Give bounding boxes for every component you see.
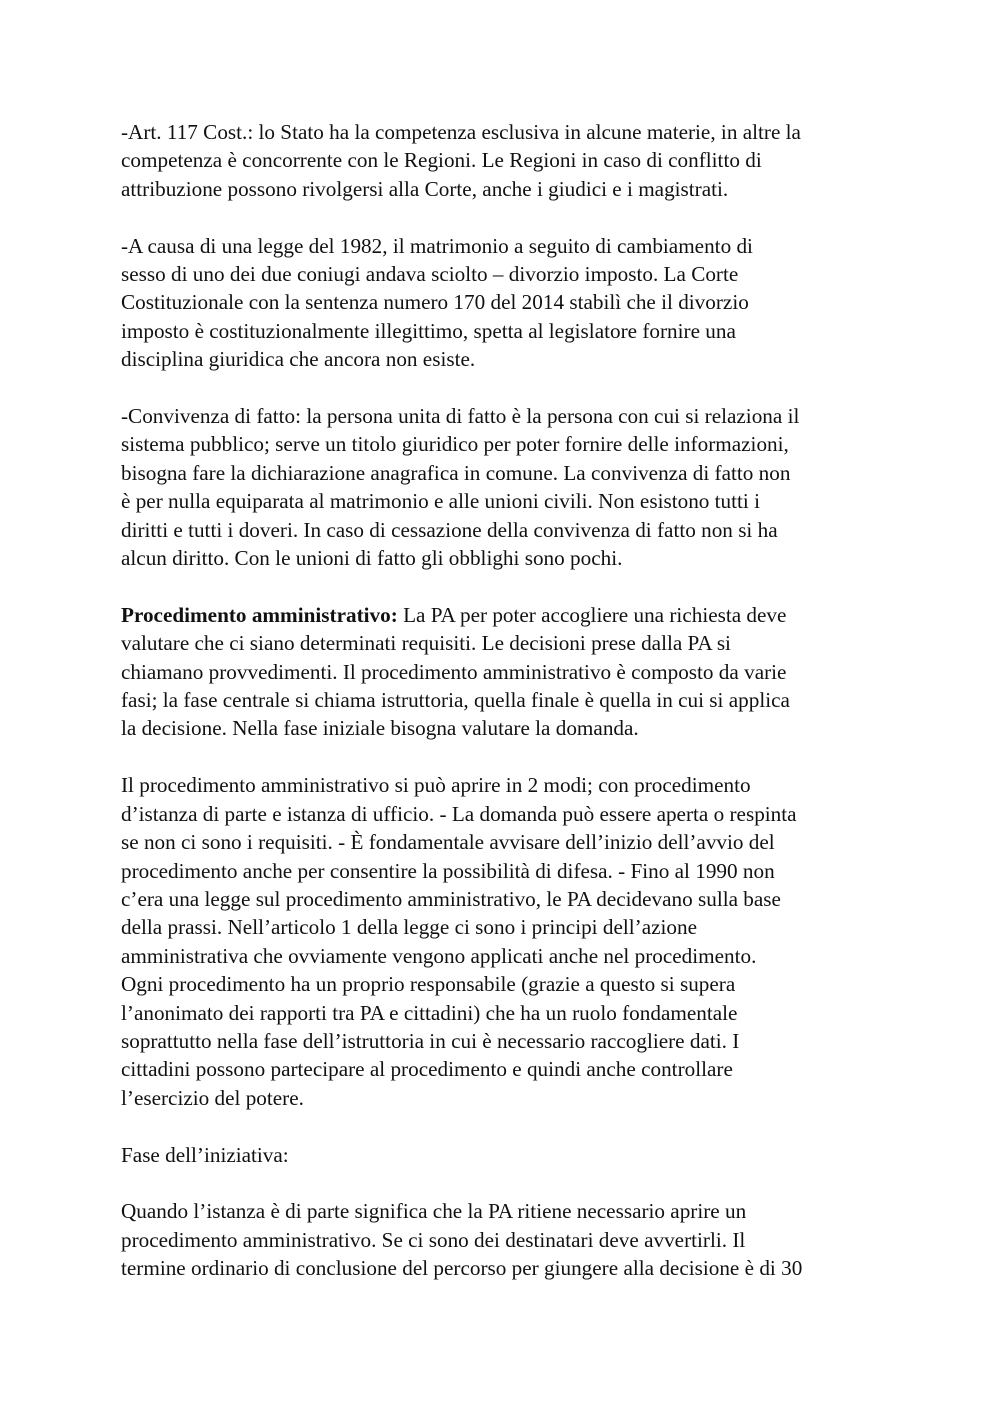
text-line: disciplina giuridica che ancora non esiste. xyxy=(121,347,476,372)
text-line: l’anonimato dei rapporti tra PA e cittadini) che ha un ruolo fondamentale xyxy=(121,1000,738,1025)
text-line: soprattutto nella fase dell’istruttoria in cui è necessario raccogliere dati. I xyxy=(121,1028,740,1053)
heading-continuation-text: La PA per poter accogliere una richiesta deve xyxy=(397,602,787,627)
text-line: della prassi. Nell’articolo 1 della legge ci sono i principi dell’azione xyxy=(121,915,697,940)
text-line: imposto è costituzionalmente illegittimo, spetta al legislatore fornire una xyxy=(121,318,736,343)
text-line: Fase dell’iniziativa: xyxy=(121,1142,289,1167)
text-line: diritti e tutti i doveri. In caso di cessazione della convivenza di fatto non si ha xyxy=(121,517,778,542)
text-line: chiamano provvedimenti. Il procedimento amministrativo è composto da varie xyxy=(121,659,787,684)
paragraph-convivenza-di-fatto xyxy=(121,402,891,572)
text-line: amministrativa che ovviamente vengono applicati anche nel procedimento. xyxy=(121,943,757,968)
text-line: c’era una legge sul procedimento amministrativo, le PA decidevano sulla base xyxy=(121,886,781,911)
paragraph-apertura-procedimento xyxy=(121,771,891,1112)
text-line: -Convivenza di fatto: la persona unita di fatto è la persona con cui si relaziona il xyxy=(121,404,800,429)
text-line: -Art. 117 Cost.: lo Stato ha la competenza esclusiva in alcune materie, in altre la xyxy=(121,120,801,144)
text-line: sistema pubblico; serve un titolo giuridico per poter fornire delle informazioni, xyxy=(121,432,789,457)
text-line: l’esercizio del potere. xyxy=(121,1085,304,1110)
text-line: fasi; la fase centrale si chiama istruttoria, quella finale è quella in cui si applica xyxy=(121,688,790,713)
text-line: termine ordinario di conclusione del percorso per giungere alla decisione è di 30 xyxy=(121,1256,803,1281)
text-line: la decisione. Nella fase iniziale bisogna valutare la domanda. xyxy=(121,716,639,741)
text-line: procedimento anche per consentire la possibilità di difesa. - Fino al 1990 non xyxy=(121,858,775,883)
text-line: d’istanza di parte e istanza di ufficio. - La domanda può essere aperta o respinta xyxy=(121,801,797,826)
text-line: Quando l’istanza è di parte significa che la PA ritiene necessario aprire un xyxy=(121,1199,747,1224)
text-line: attribuzione possono rivolgersi alla Corte, anche i giudici e i magistrati. xyxy=(121,176,729,201)
text-line: Il procedimento amministrativo si può aprire in 2 modi; con procedimento xyxy=(121,773,751,798)
text-line: valutare che ci siano determinati requisiti. Le decisioni prese dalla PA si xyxy=(121,631,731,656)
text-line xyxy=(121,601,891,629)
paragraph-divorzio-imposto xyxy=(121,232,891,374)
text-line: Ogni procedimento ha un proprio responsabile (grazie a questo si supera xyxy=(121,972,736,997)
text-line: Costituzionale con la sentenza numero 170 del 2014 stabilì che il divorzio xyxy=(121,290,749,315)
section-heading: Procedimento amministrativo: xyxy=(121,602,398,627)
paragraph-fase-iniziativa-heading xyxy=(121,1141,891,1169)
text-line: procedimento amministrativo. Se ci sono dei destinatari deve avvertirli. Il xyxy=(121,1227,746,1252)
document-body xyxy=(121,118,891,1311)
text-line: è per nulla equiparata al matrimonio e alle unioni civili. Non esistono tutti i xyxy=(121,489,760,514)
text-line: -A causa di una legge del 1982, il matrimonio a seguito di cambiamento di xyxy=(121,233,753,258)
text-line: se non ci sono i requisiti. - È fondamentale avvisare dell’inizio dell’avvio del xyxy=(121,830,775,855)
text-line: alcun diritto. Con le unioni di fatto gli obblighi sono pochi. xyxy=(121,546,623,571)
text-line: bisogna fare la dichiarazione anagrafica in comune. La convivenza di fatto non xyxy=(121,460,791,485)
paragraph-art-117 xyxy=(121,118,891,203)
text-line: sesso di uno dei due coniugi andava sciolto – divorzio imposto. La Corte xyxy=(121,262,739,287)
text-line: competenza è concorrente con le Regioni. Le Regioni in caso di conflitto di xyxy=(121,148,762,173)
paragraph-istanza-di-parte xyxy=(121,1197,891,1282)
paragraph-procedimento-amministrativo xyxy=(121,601,891,743)
text-line: cittadini possono partecipare al procedimento e quindi anche controllare xyxy=(121,1057,733,1082)
